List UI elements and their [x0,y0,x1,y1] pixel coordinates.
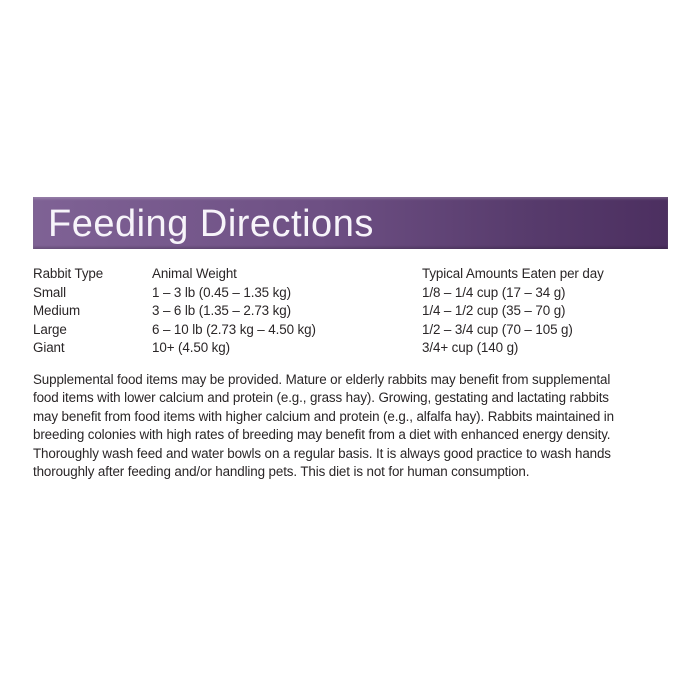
table-row [33,339,668,358]
column-header-animal-weight: Animal Weight [152,266,237,281]
note-line: Supplemental food items may be provided. Mature or elderly rabbits may benefit from supplemental [33,372,611,387]
note-line: breeding colonies with high rates of breeding may benefit from a diet with enhanced energy density. [33,427,611,443]
cell-amount: 3/4+ cup (140 g) [422,340,519,356]
supplemental-notes-paragraph [33,371,683,482]
cell-amount: 1/2 – 3/4 cup (70 – 105 g) [422,321,573,337]
cell-amount: 1/4 – 1/2 cup (35 – 70 g) [422,303,566,319]
table-header-row [33,265,668,284]
page-title: Feeding Directions [48,202,374,245]
cell-animal-weight: 6 – 10 lb (2.73 kg – 4.50 kg) [152,321,316,337]
note-line: thoroughly after feeding and/or handling pets. This diet is not for human consumption. [33,464,530,480]
cell-rabbit-type: Large [33,321,67,337]
cell-amount: 1/8 – 1/4 cup (17 – 34 g) [422,284,566,300]
table-row [33,302,668,321]
note-line: may benefit from food items with higher calcium and protein (e.g., alfalfa hay). Rabbits maintained in [33,408,614,424]
note-line: Thoroughly wash feed and water bowls on a regular basis. It is always good practice to wash hands [33,445,611,461]
cell-rabbit-type: Giant [33,340,65,356]
table-row [33,321,668,340]
cell-animal-weight: 10+ (4.50 kg) [152,340,230,356]
cell-rabbit-type: Small [33,284,66,300]
cell-animal-weight: 3 – 6 lb (1.35 – 2.73 kg) [152,303,291,319]
column-header-typical-amounts: Typical Amounts Eaten per day [422,266,604,281]
table-row [33,284,668,303]
cell-animal-weight: 1 – 3 lb (0.45 – 1.35 kg) [152,284,291,300]
cell-rabbit-type: Medium [33,303,81,319]
note-line: food items with lower calcium and protein (e.g., grass hay). Growing, gestating and lactating rabbits [33,390,609,406]
column-header-rabbit-type: Rabbit Type [33,266,104,281]
feeding-table [33,265,668,358]
feeding-directions-header-bar [33,197,668,249]
